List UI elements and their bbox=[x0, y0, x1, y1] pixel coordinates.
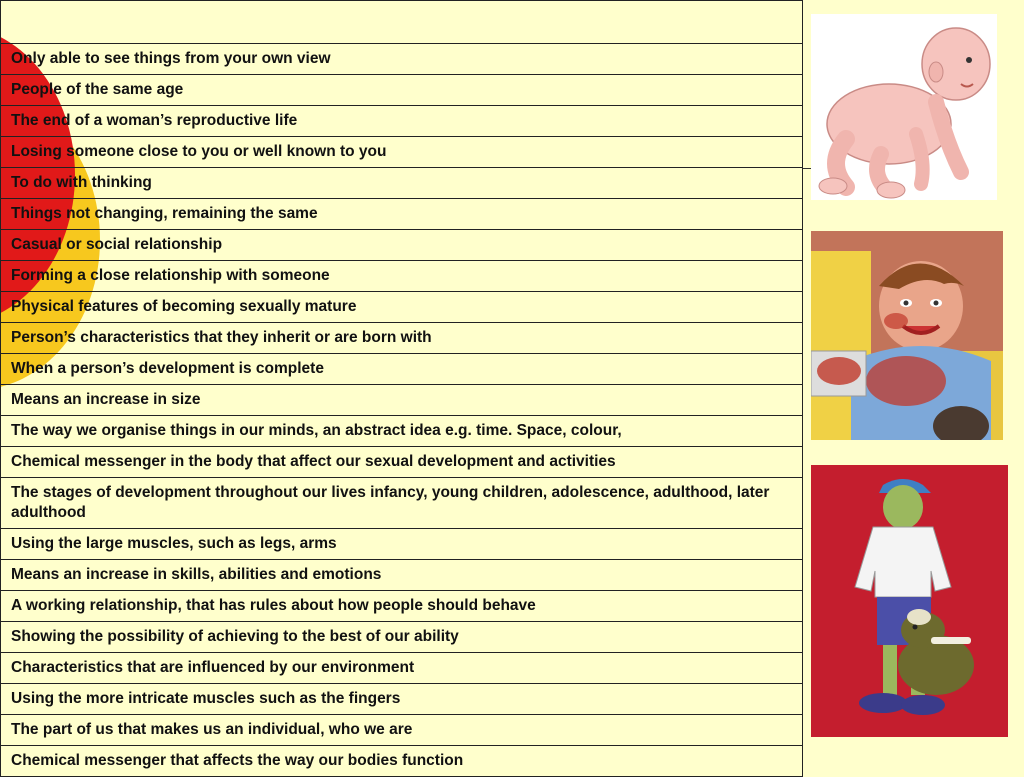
definition-cell: To do with thinking bbox=[1, 168, 803, 199]
table-row bbox=[1, 292, 803, 323]
definition-cell: Characteristics that are influenced by our environment bbox=[1, 653, 803, 684]
boy-with-dog-image bbox=[811, 465, 1008, 737]
table-row bbox=[1, 622, 803, 653]
definition-cell: Means an increase in skills, abilities and emotions bbox=[1, 560, 803, 591]
definition-cell: Showing the possibility of achieving to the best of our ability bbox=[1, 622, 803, 653]
connector-line bbox=[803, 168, 811, 169]
table-row bbox=[1, 75, 803, 106]
table-row bbox=[1, 746, 803, 777]
definition-cell: The end of a woman’s reproductive life bbox=[1, 106, 803, 137]
crawling-baby-image bbox=[811, 14, 997, 200]
definition-cell: Means an increase in size bbox=[1, 385, 803, 416]
definition-cell: Physical features of becoming sexually mature bbox=[1, 292, 803, 323]
definition-cell: When a person’s development is complete bbox=[1, 354, 803, 385]
definition-cell: People of the same age bbox=[1, 75, 803, 106]
table-row bbox=[1, 385, 803, 416]
definition-cell: Person’s characteristics that they inherit or are born with bbox=[1, 323, 803, 354]
table-row bbox=[1, 447, 803, 478]
table-row bbox=[1, 168, 803, 199]
table-row bbox=[1, 323, 803, 354]
table-row bbox=[1, 44, 803, 75]
table-row bbox=[1, 230, 803, 261]
definition-cell: A working relationship, that has rules about how people should behave bbox=[1, 591, 803, 622]
definition-cell: Things not changing, remaining the same bbox=[1, 199, 803, 230]
definition-cell: Casual or social relationship bbox=[1, 230, 803, 261]
table-row bbox=[1, 416, 803, 447]
table-row bbox=[1, 137, 803, 168]
table-row bbox=[1, 529, 803, 560]
definition-cell: The stages of development throughout our lives infancy, young children, adolescence, adulthood, later adulthood bbox=[1, 478, 803, 529]
definition-cell: Using the more intricate muscles such as the fingers bbox=[1, 684, 803, 715]
table-row bbox=[1, 684, 803, 715]
definition-cell: Only able to see things from your own view bbox=[1, 44, 803, 75]
table-row bbox=[1, 653, 803, 684]
table-header-row bbox=[1, 1, 803, 44]
table-row bbox=[1, 591, 803, 622]
table-row bbox=[1, 106, 803, 137]
table-row bbox=[1, 354, 803, 385]
table-row bbox=[1, 715, 803, 746]
definition-cell: Chemical messenger in the body that affect our sexual development and activities bbox=[1, 447, 803, 478]
table-header-cell bbox=[1, 1, 803, 44]
definition-cell: The part of us that makes us an individual, who we are bbox=[1, 715, 803, 746]
table-row bbox=[1, 478, 803, 529]
child-eating-image bbox=[811, 231, 1003, 440]
definition-cell: Forming a close relationship with someone bbox=[1, 261, 803, 292]
definition-cell: Using the large muscles, such as legs, arms bbox=[1, 529, 803, 560]
definition-cell: Chemical messenger that affects the way our bodies function bbox=[1, 746, 803, 777]
table-row bbox=[1, 261, 803, 292]
definition-cell: Losing someone close to you or well known to you bbox=[1, 137, 803, 168]
table-row bbox=[1, 560, 803, 591]
definition-cell: The way we organise things in our minds, an abstract idea e.g. time. Space, colour, bbox=[1, 416, 803, 447]
table-row bbox=[1, 199, 803, 230]
